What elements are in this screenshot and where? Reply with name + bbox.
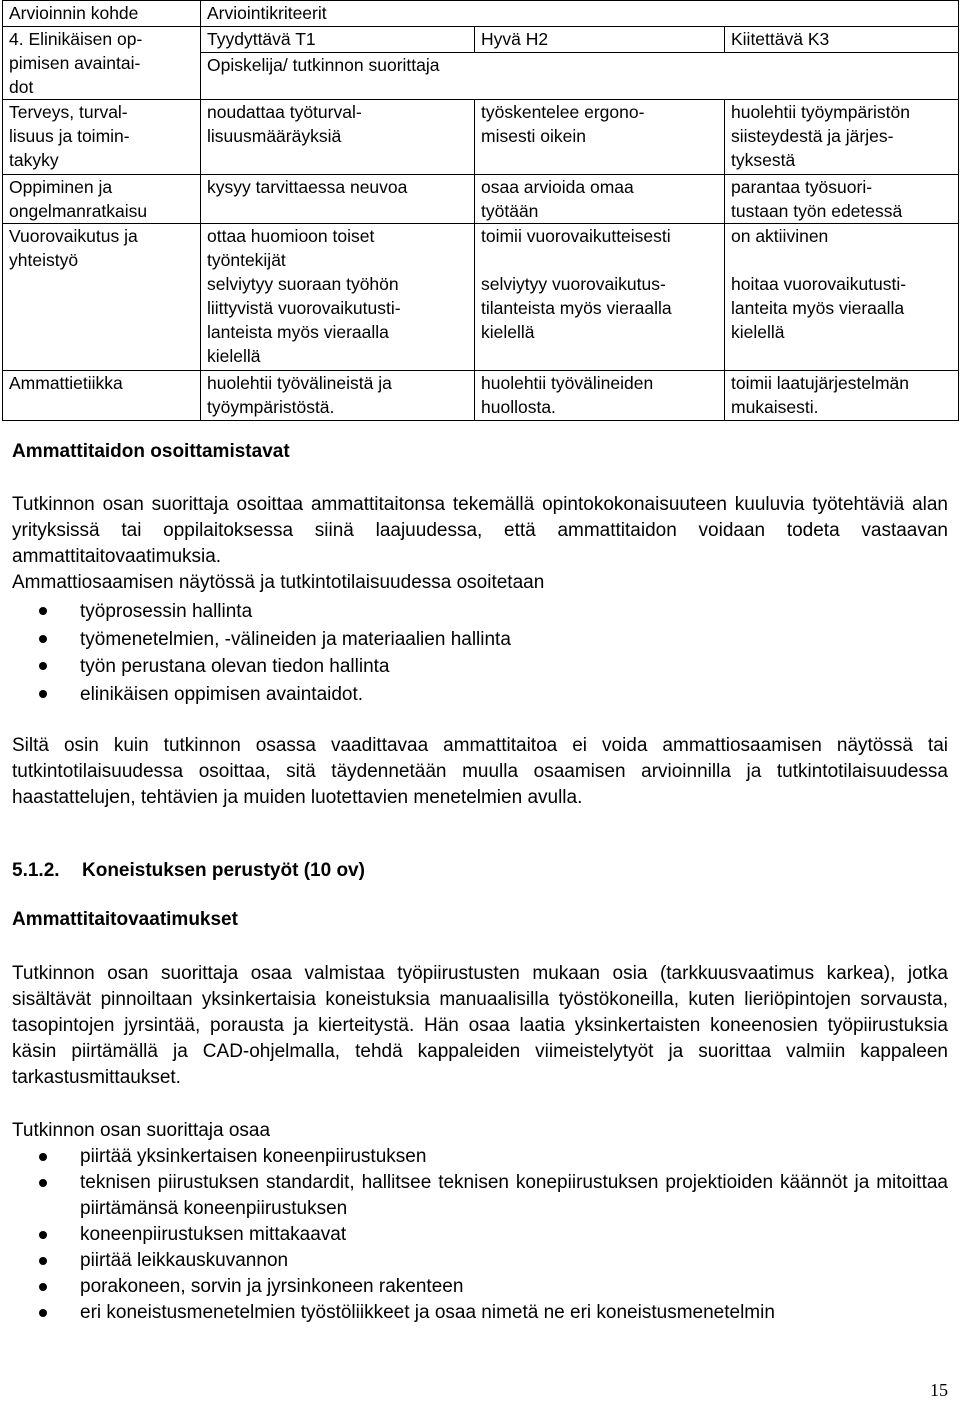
course-heading-title: Koneistuksen perustyöt (10 ov)	[82, 860, 365, 881]
list-item: työmenetelmien, -välineiden ja materiaalien hallinta	[12, 626, 948, 654]
criteria-cell: selviytyy suoraan työhön liittyvistä vuorovaikutusti- lanteista myös vieraalla kielellä	[201, 272, 475, 370]
criteria-cell: selviytyy vuorovaikutus- tilanteista myös vieraalla kielellä	[475, 272, 725, 370]
row-target-professional-ethics: Ammattietiikka	[3, 370, 201, 420]
list-item: työn perustana olevan tiedon hallinta	[12, 653, 948, 681]
demonstration-paragraph-2: Siltä osin kuin tutkinnon osassa vaadittavaa ammattitaitoa ei voida ammattiosaamisen näytössä tai tutkintotilaisuudessa osoittaa, sitä täydennetään muulla osaamisen arvioinnilla ja tutkintotilaisuudessa haastattelujen, tehtävien ja muiden luotettavien menetelmien avulla.	[12, 735, 948, 808]
criteria-cell: ottaa huomioon toiset työntekijät	[201, 224, 475, 273]
level-h2: Hyvä H2	[475, 27, 725, 53]
criteria-cell: noudattaa työturval- lisuusmääräyksiä	[201, 100, 475, 175]
list-item: porakoneen, sorvin ja jyrsinkoneen rakenteen	[12, 1274, 948, 1300]
criteria-cell: toimii laatujärjestelmän mukaisesti.	[725, 370, 959, 420]
row-target-lifelong-learning: 4. Elinikäisen op- pimisen avaintai- dot	[3, 27, 201, 100]
criteria-cell: huolehtii työvälineistä ja työympäristöstä.	[201, 370, 475, 420]
criteria-cell: työskentelee ergono- misesti oikein	[475, 100, 725, 175]
level-k3: Kiitettävä K3	[725, 27, 959, 53]
list-item: teknisen piirustuksen standardit, hallitsee teknisen konepiirustuksen projektioiden käännöt ja mitoittaa piirtämänsä koneenpiirustuksen	[12, 1170, 948, 1222]
criteria-cell: on aktiivinen	[725, 224, 959, 273]
course-heading-number: 5.1.2.	[12, 860, 60, 881]
criteria-cell: hoitaa vuorovaikutusti- lanteita myös vieraalla kielellä	[725, 272, 959, 370]
criteria-cell: osaa arvioida omaa työtään	[475, 175, 725, 224]
criteria-cell: parantaa työsuori- tustaan työn edetessä	[725, 175, 959, 224]
demonstration-paragraph: Tutkinnon osan suorittaja osoittaa ammattitaitonsa tekemällä opintokokonaisuuteen kuuluvia työtehtäviä alan yrityksissä tai oppilaitoksessa siinä laajuudessa, että ammattitaidon voidaan todeta vastaavan ammattitaitovaatimuksia.	[12, 494, 948, 567]
list-item: eri koneistusmenetelmien työstöliikkeet ja osaa nimetä ne eri koneistusmenetelmin	[12, 1300, 948, 1326]
criteria-cell: huolehtii työympäristön siisteydestä ja järjes- tyksestä	[725, 100, 959, 175]
course-heading	[12, 858, 948, 884]
level-t1: Tyydyttävä T1	[201, 27, 475, 53]
row-target-interaction-continued	[3, 272, 201, 370]
list-item: työprosessin hallinta	[12, 598, 948, 626]
row-target-learning: Oppiminen ja ongelmanratkaisu	[3, 175, 201, 224]
list-item: piirtää yksinkertaisen koneenpiirustuksen	[12, 1144, 948, 1170]
list-item: elinikäisen oppimisen avaintaidot.	[12, 681, 948, 709]
demonstration-list-intro: Ammattiosaamisen näytössä ja tutkintotilaisuudessa osoitetaan	[12, 572, 545, 593]
skills-bullet-list	[12, 1144, 948, 1326]
page-number: 15	[930, 1380, 948, 1400]
list-item: piirtää leikkauskuvannon	[12, 1248, 948, 1274]
criteria-cell: kysyy tarvittaessa neuvoa	[201, 175, 475, 224]
criteria-cell: toimii vuorovaikutteisesti	[475, 224, 725, 273]
header-assessment-criteria: Arviointikriteerit	[201, 1, 959, 27]
demonstration-bullet-list	[12, 598, 948, 708]
requirements-paragraph: Tutkinnon osan suorittaja osaa valmistaa työpiirustusten mukaan osia (tarkkuusvaatimus karkea), jotka sisältävät pinnoiltaan yksinkertaisia koneistuksia manuaalisilla työstökoneilla, kuten lieriöpintojen sorvausta, tasopintojen jyrsintää, porausta ja kierteitystä. Hän osaa laatia yksinkertaisten koneenosien työpiirustuksia käsin piirtämällä ja CAD-ohjelmalla, tehdä kappaleiden viimeistelytyöt ja suorittaa valmiin kappaleen tarkastusmittaukset.	[12, 963, 948, 1088]
list-item: koneenpiirustuksen mittakaavat	[12, 1222, 948, 1248]
criteria-cell: huolehtii työvälineiden huollosta.	[475, 370, 725, 420]
row-target-health-safety: Terveys, turval- lisuus ja toimin- takyky	[3, 100, 201, 175]
header-assessment-target: Arvioinnin kohde	[3, 1, 201, 27]
performer-label: Opiskelija/ tutkinnon suorittaja	[201, 52, 959, 99]
requirements-subheading: Ammattitaitovaatimukset	[12, 909, 238, 930]
demonstration-heading: Ammattitaidon osoittamistavat	[12, 441, 290, 462]
assessment-criteria-table	[2, 0, 959, 421]
skills-list-intro: Tutkinnon osan suorittaja osaa	[12, 1120, 271, 1141]
row-target-interaction: Vuorovaikutus ja yhteistyö	[3, 224, 201, 273]
